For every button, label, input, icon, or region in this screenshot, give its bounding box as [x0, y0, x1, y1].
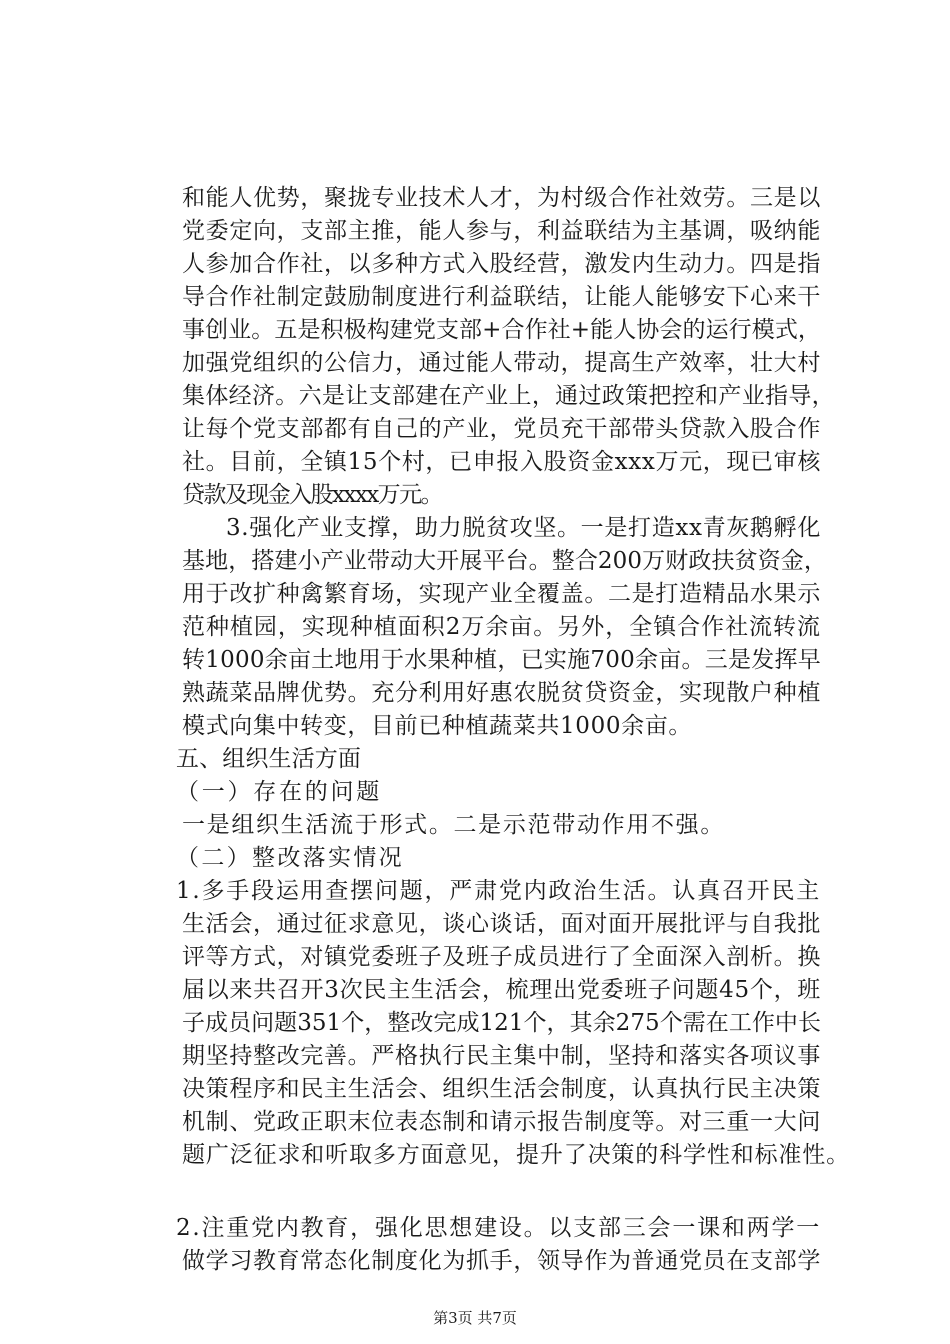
- text-line: 导合作社制定鼓励制度进行利益联结，让能人能够安下心来干: [182, 284, 822, 310]
- text-line: 集体经济。六是让支部建在产业上，通过政策把控和产业指导，: [182, 383, 835, 409]
- text-line: 期坚持整改完善。严格执行民主集中制，坚持和落实各项议事: [182, 1043, 822, 1069]
- text-line: 1.多手段运用查摆问题，严肃党内政治生活。认真召开民主: [176, 878, 822, 904]
- text-line: 事创业。五是积极构建党支部+合作社+能人协会的运行模式，: [182, 317, 822, 343]
- text-line: 贷款及现金入股xxxx万元。: [182, 482, 442, 508]
- page-footer: 第3页 共7页: [433, 1309, 517, 1327]
- text-line: 一是组织生活流于形式。二是示范带动作用不强。: [182, 812, 726, 838]
- text-line: 社。目前，全镇15个村，已申报入股资金xxx万元，现已审核: [182, 449, 822, 475]
- text-line: 基地，搭建小产业带动大开展平台。整合200万财政扶贫资金，: [182, 548, 828, 574]
- text-line: 用于改扩种禽繁育场，实现产业全覆盖。二是打造精品水果示: [182, 581, 822, 607]
- text-line: 2.注重党内教育，强化思想建设。以支部三会一课和两学一: [176, 1215, 822, 1241]
- section-heading: 五、组织生活方面: [176, 746, 361, 772]
- subsection-heading: （一）存在的问题: [176, 779, 382, 805]
- text-line: 评等方式，对镇党委班子及班子成员进行了全面深入剖析。换: [182, 944, 822, 970]
- text-line: 让每个党支部都有自己的产业，党员充干部带头贷款入股合作: [182, 416, 822, 442]
- subsection-heading: （二）整改落实情况: [176, 845, 404, 871]
- text-line: 做学习教育常态化制度化为抓手，领导作为普通党员在支部学: [182, 1248, 822, 1274]
- text-line: 人参加合作社，以多种方式入股经营，激发内生动力。四是指: [182, 251, 822, 277]
- text-line: 党委定向，支部主推，能人参与，利益联结为主基调，吸纳能: [182, 218, 822, 244]
- text-line: 决策程序和民主生活会、组织生活会制度，认真执行民主决策: [182, 1076, 822, 1102]
- text-line: 和能人优势，聚拢专业技术人才，为村级合作社效劳。三是以: [182, 185, 822, 211]
- text-line: 熟蔬菜品牌优势。充分利用好惠农脱贫贷资金，实现散户种植: [182, 680, 822, 706]
- text-line: 模式向集中转变，目前已种植蔬菜共1000余亩。: [182, 713, 692, 739]
- text-line: 生活会，通过征求意见，谈心谈话，面对面开展批评与自我批: [182, 911, 822, 937]
- text-line: 3.强化产业支撑，助力脱贫攻坚。一是打造xx青灰鹅孵化: [226, 515, 822, 541]
- text-line: 子成员问题351个，整改完成121个，其余275个需在工作中长: [182, 1010, 822, 1036]
- text-line: 转1000余亩土地用于水果种植，已实施700余亩。三是发挥早: [182, 647, 821, 673]
- text-line: 范种植园，实现种植面积2万余亩。另外，全镇合作社流转流: [182, 614, 821, 640]
- text-line: 加强党组织的公信力，通过能人带动，提高生产效率，壮大村: [182, 350, 822, 376]
- text-line: 届以来共召开3次民主生活会，梳理出党委班子问题45个，班: [182, 977, 822, 1003]
- text-line: 题广泛征求和听取多方面意见，提升了决策的科学性和标准性。: [182, 1142, 850, 1168]
- text-line: 机制、党政正职末位表态制和请示报告制度等。对三重一大问: [182, 1109, 822, 1135]
